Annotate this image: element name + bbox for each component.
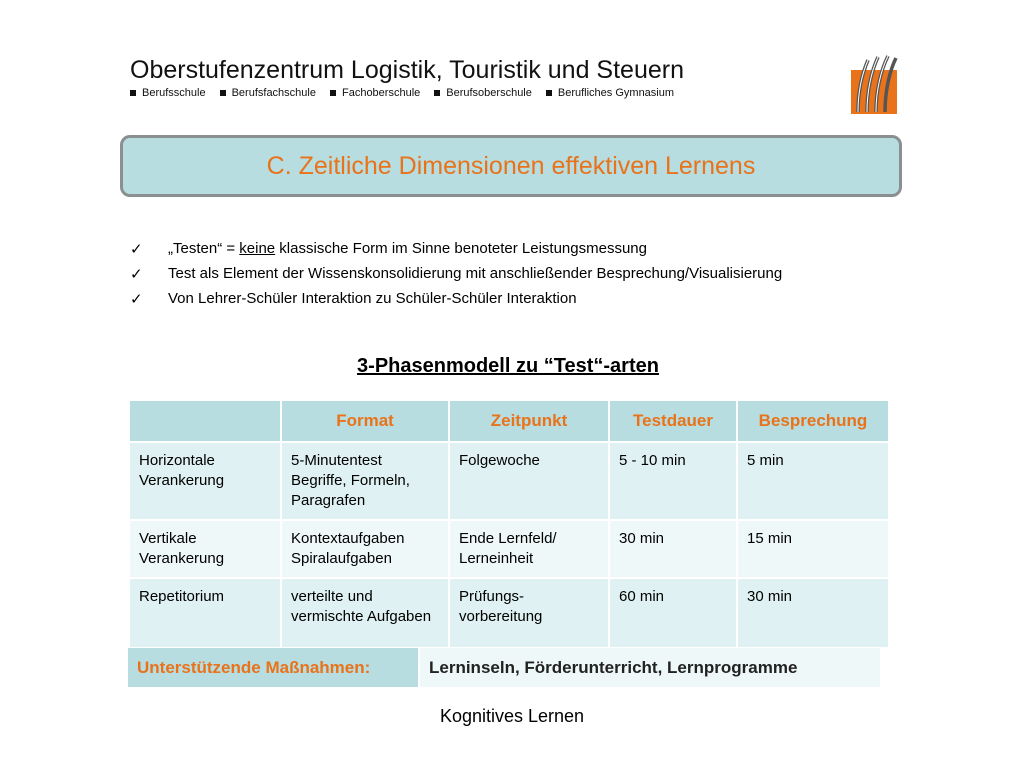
school-type-item [546, 87, 674, 99]
table-cell: 60 min [609, 578, 737, 648]
support-measures-value: Lerninseln, Förderunterricht, Lernprogramme [420, 648, 880, 687]
support-measures-label: Unterstützende Maßnahmen: [128, 648, 420, 687]
school-type-label: Berufliches Gymnasium [557, 87, 675, 99]
section-banner [120, 135, 902, 197]
table-cell: 30 min [609, 520, 737, 578]
school-logo-icon [848, 52, 900, 116]
check-icon: ✓ [130, 240, 143, 258]
square-bullet-icon [546, 90, 552, 96]
check-icon: ✓ [130, 265, 143, 283]
section-title: C. Zeitliche Dimensionen effektiven Lernens [266, 151, 756, 180]
header-cell-format: Format [281, 400, 449, 442]
support-measures-row [128, 648, 880, 687]
bullet-list [130, 236, 782, 311]
table-cell: 5 - 10 min [609, 442, 737, 520]
table-cell: 5-Minutentest Begriffe, Formeln, Paragrafen [281, 442, 449, 520]
table-cell: 5 min [737, 442, 889, 520]
table-row [129, 520, 889, 578]
table-row [129, 442, 889, 520]
header-cell-testdauer: Testdauer [609, 400, 737, 442]
table-cell: Repetitorium [129, 578, 281, 648]
footer-caption: Kognitives Lernen [439, 706, 585, 726]
school-type-label: Fachoberschule [341, 87, 421, 99]
model-title: 3-Phasenmodell zu “Test“-arten [357, 355, 659, 377]
table-header-row [129, 400, 889, 442]
square-bullet-icon [434, 90, 440, 96]
square-bullet-icon [130, 90, 136, 96]
square-bullet-icon [330, 90, 336, 96]
school-type-item [130, 87, 206, 99]
bullet-text: Test als Element der Wissenskonsolidierung mit anschließender Besprechung/Visualisierung [168, 265, 783, 282]
bullet-item [130, 261, 782, 286]
table-cell: Horizontale Verankerung [129, 442, 281, 520]
bullet-item [130, 286, 782, 311]
phase-model-table [128, 399, 890, 649]
bullet-item [130, 236, 782, 261]
square-bullet-icon [220, 90, 226, 96]
school-name: Oberstufenzentrum Logistik, Touristik und Steuern [130, 56, 684, 84]
school-type-item [220, 87, 316, 99]
bullet-text: „Testen“ = keine klassische Form im Sinne benoteter Leistungsmessung [168, 240, 647, 257]
school-type-item [330, 87, 420, 99]
table-cell: 15 min [737, 520, 889, 578]
school-type-item [434, 87, 532, 99]
table-cell: Kontextaufgaben Spiralaufgaben [281, 520, 449, 578]
table-cell: verteilte und vermischte Aufgaben [281, 578, 449, 648]
bullet-text: Von Lehrer-Schüler Interaktion zu Schüler-Schüler Interaktion [168, 290, 577, 307]
header-cell-empty [129, 400, 281, 442]
table-cell: Prüfungs-vorbereitung [449, 578, 609, 648]
table-cell: 30 min [737, 578, 889, 648]
header-cell-besprechung: Besprechung [737, 400, 889, 442]
school-type-label: Berufsfachschule [231, 87, 316, 99]
table-row [129, 578, 889, 648]
header-cell-zeitpunkt: Zeitpunkt [449, 400, 609, 442]
table-cell: Ende Lernfeld/ Lerneinheit [449, 520, 609, 578]
table-cell: Vertikale Verankerung [129, 520, 281, 578]
school-type-label: Berufsschule [142, 87, 206, 99]
school-type-label: Berufsoberschule [446, 87, 532, 99]
table-cell: Folgewoche [449, 442, 609, 520]
school-types-list [130, 87, 674, 99]
check-icon: ✓ [130, 290, 143, 308]
